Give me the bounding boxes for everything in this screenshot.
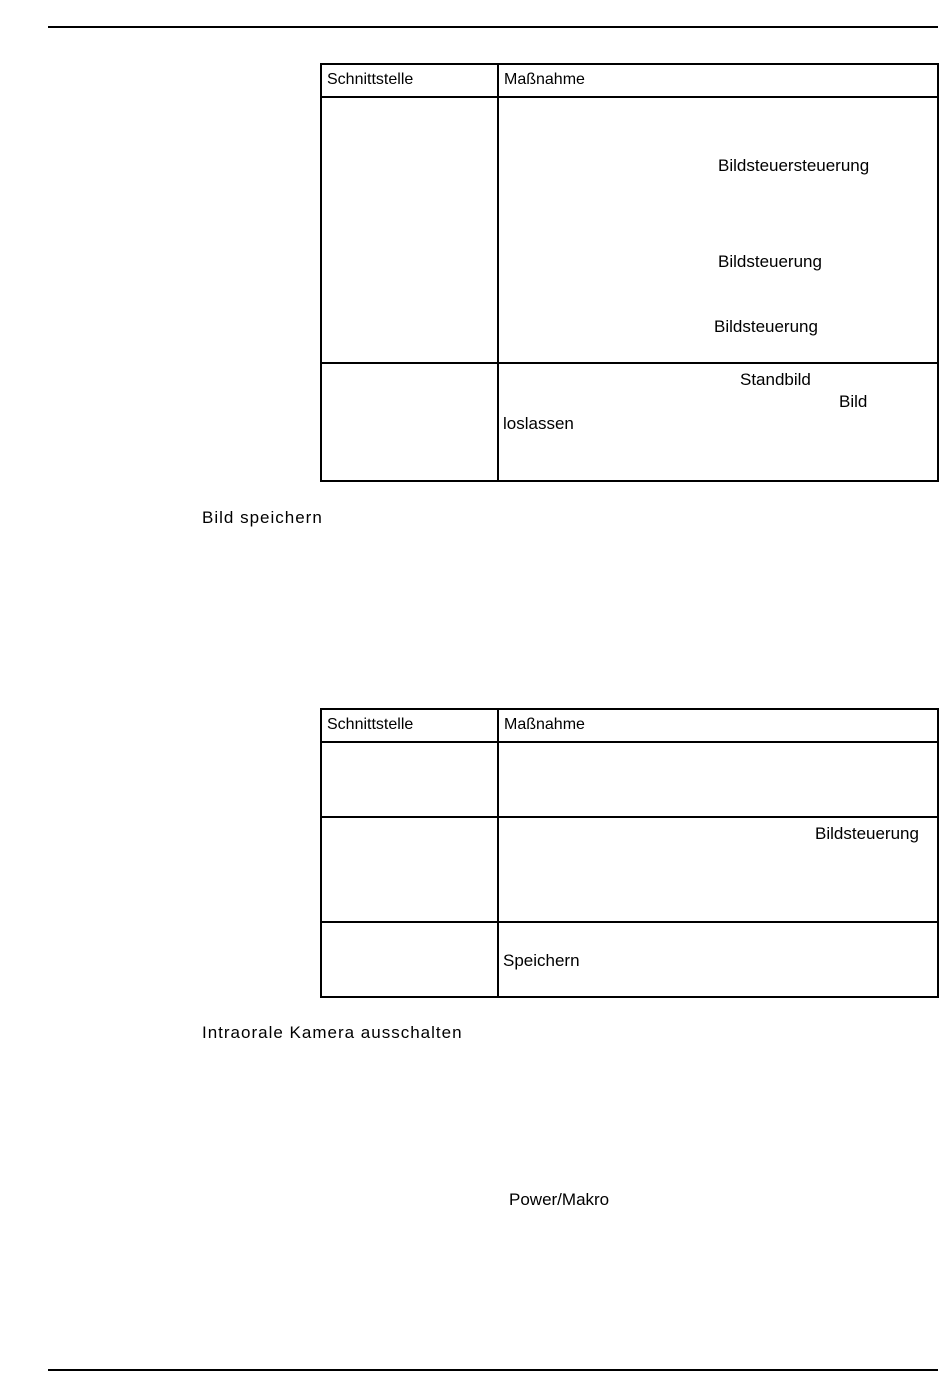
table-1 bbox=[320, 63, 939, 482]
table-2-header-row bbox=[322, 710, 937, 741]
section-heading-save-image: Bild speichern bbox=[202, 508, 323, 527]
table-2 bbox=[320, 708, 939, 998]
column-header-interface: Schnittstelle bbox=[327, 716, 414, 733]
column-header-action: Maßnahme bbox=[504, 71, 585, 88]
table-2-row-3-term-1: Speichern bbox=[503, 951, 580, 970]
table-1-row-2-term-1: Standbild bbox=[740, 370, 811, 389]
table-1-row-2-term-3: loslassen bbox=[503, 414, 574, 433]
section-heading-camera-off: Intraorale Kamera ausschalten bbox=[202, 1023, 463, 1042]
column-divider bbox=[497, 923, 499, 996]
column-header-interface: Schnittstelle bbox=[327, 71, 414, 88]
table-row bbox=[322, 816, 937, 921]
column-divider bbox=[497, 710, 499, 741]
table-1-row-1-term-2: Bildsteuerung bbox=[718, 252, 822, 271]
table-2-row-2-term-1: Bildsteuerung bbox=[815, 824, 919, 843]
column-divider bbox=[497, 98, 499, 362]
column-divider bbox=[497, 65, 499, 96]
table-row bbox=[322, 921, 937, 996]
footer-rule bbox=[48, 1369, 938, 1371]
power-makro-term: Power/Makro bbox=[509, 1190, 610, 1209]
column-divider bbox=[497, 743, 499, 816]
table-1-row-1-term-1: Bildsteuersteuerung bbox=[718, 156, 870, 175]
column-header-action: Maßnahme bbox=[504, 716, 585, 733]
table-row bbox=[322, 741, 937, 816]
table-1-header-row bbox=[322, 65, 937, 96]
column-divider bbox=[497, 364, 499, 480]
table-row bbox=[322, 362, 937, 480]
table-1-row-2-term-2: Bild bbox=[839, 392, 868, 411]
table-1-row-1-term-3: Bildsteuerung bbox=[714, 317, 818, 336]
table-row bbox=[322, 96, 937, 362]
header-rule bbox=[48, 26, 938, 28]
column-divider bbox=[497, 818, 499, 921]
